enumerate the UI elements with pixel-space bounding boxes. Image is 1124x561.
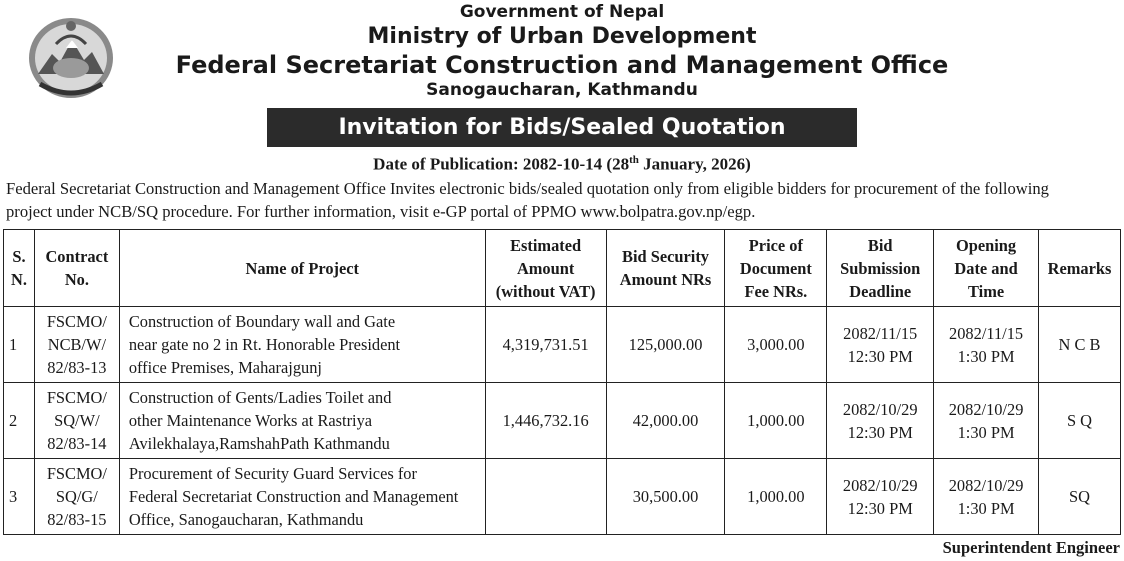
cell-sn: 1: [4, 307, 35, 383]
header-text: Estimated: [510, 235, 582, 255]
cell-text: FSCMO/: [46, 464, 107, 483]
col-header-security: [606, 230, 725, 307]
cell-text: 2082/11/15: [843, 323, 918, 343]
cell-contract: [34, 383, 119, 459]
header-text: Name of Project: [245, 258, 359, 278]
cell-remarks: N C B: [1039, 307, 1121, 383]
header-text: No.: [64, 270, 89, 289]
cell-sn: 2: [4, 383, 35, 459]
header-text: (without VAT): [495, 281, 596, 301]
header-text: S.: [12, 247, 26, 266]
cell-text: 2082/10/29: [842, 399, 918, 419]
publication-date-suffix: January, 2026): [638, 154, 751, 174]
table-header-row: [4, 230, 1121, 307]
cell-text: near gate no 2 in Rt. Honorable President: [128, 335, 401, 354]
cell-text: 1:30 PM: [957, 498, 1015, 518]
table-row: [4, 307, 1121, 383]
cell-text: Construction of Gents/Ladies Toilet and: [128, 388, 392, 407]
intro-line: project under NCB/SQ procedure. For further information, visit e-GP portal of PPMO www.bolpatra.gov.np/egp.: [6, 202, 756, 221]
cell-text: Construction of Boundary wall and Gate: [128, 312, 396, 331]
cell-text: SQ/W/: [54, 411, 100, 430]
cell-contract: [34, 459, 119, 535]
header-text: Contract: [45, 247, 109, 266]
cell-project: [119, 459, 485, 535]
cell-text: Office, Sanogaucharan, Kathmandu: [128, 510, 364, 529]
cell-text: Federal Secretariat Construction and Management: [128, 487, 459, 506]
col-header-sn: [4, 230, 35, 307]
cell-project: [119, 307, 485, 383]
cell-text: 12:30 PM: [847, 498, 913, 518]
cell-deadline: [827, 307, 934, 383]
cell-text: Avilekhalaya,RamshahPath Kathmandu: [128, 434, 390, 453]
cell-text: 2082/10/29: [842, 475, 918, 495]
cell-remarks: SQ: [1039, 459, 1121, 535]
cell-deadline: [827, 459, 934, 535]
col-header-opening: [934, 230, 1039, 307]
header-text: Document: [739, 258, 812, 278]
header-address: Sanogaucharan, Kathmandu: [426, 80, 698, 100]
cell-text: 82/83-15: [47, 510, 107, 529]
cell-fee: 3,000.00: [725, 307, 827, 383]
cell-text: 12:30 PM: [847, 422, 913, 442]
intro-line: Federal Secretariat Construction and Management Office Invites electronic bids/sealed quotation only from eligible bidders for procurement of the following: [6, 179, 1049, 198]
cell-text: other Maintenance Works at Rastriya: [128, 411, 373, 430]
cell-opening: [934, 459, 1039, 535]
header-text: Amount: [516, 258, 575, 278]
cell-text: NCB/W/: [47, 335, 107, 354]
cell-text: 2082/10/29: [948, 475, 1024, 495]
cell-estimated: 4,319,731.51: [485, 307, 606, 383]
bids-table: [3, 229, 1121, 535]
header-text: Bid Security: [622, 247, 709, 266]
cell-estimated: 1,446,732.16: [485, 383, 606, 459]
intro-paragraph: [6, 177, 1122, 223]
cell-text: 2082/10/29: [948, 399, 1024, 419]
cell-text: 12:30 PM: [847, 346, 913, 366]
cell-remarks: S Q: [1039, 383, 1121, 459]
cell-text: SQ/G/: [55, 487, 98, 506]
table-row: [4, 383, 1121, 459]
cell-text: FSCMO/: [46, 312, 107, 331]
cell-text: 82/83-14: [47, 434, 107, 453]
header-text: Remarks: [1047, 258, 1112, 278]
cell-text: 1:30 PM: [957, 346, 1015, 366]
cell-opening: [934, 383, 1039, 459]
header-office: Federal Secretariat Construction and Management Office: [175, 51, 949, 79]
header-text: Amount NRs: [619, 270, 712, 289]
cell-text: 2082/11/15: [949, 323, 1024, 343]
publication-date: [0, 154, 1124, 175]
cell-text: office Premises, Maharajgunj: [128, 358, 322, 377]
col-header-project: [119, 230, 485, 307]
cell-text: Procurement of Security Guard Services for: [128, 464, 417, 483]
header-ministry: Ministry of Urban Development: [367, 24, 757, 49]
cell-project: [119, 383, 485, 459]
header-text: N.: [11, 270, 27, 289]
notice-title-banner: Invitation for Bids/Sealed Quotation: [267, 108, 857, 147]
cell-contract: [34, 307, 119, 383]
cell-text: 1:30 PM: [957, 422, 1015, 442]
cell-deadline: [827, 383, 934, 459]
header-text: Fee NRs.: [744, 281, 808, 301]
col-header-remarks: [1039, 230, 1121, 307]
signature-title: Superintendent Engineer: [942, 538, 1120, 557]
publication-date-prefix: Date of Publication: 2082-10-14 (28: [373, 154, 630, 174]
cell-fee: 1,000.00: [725, 459, 827, 535]
header-text: Price of: [748, 235, 803, 255]
cell-security: 125,000.00: [606, 307, 725, 383]
cell-security: 42,000.00: [606, 383, 725, 459]
table-row: [4, 459, 1121, 535]
cell-sn: 3: [4, 459, 35, 535]
header-text: Submission: [840, 258, 921, 278]
col-header-contract: [34, 230, 119, 307]
cell-estimated: [485, 459, 606, 535]
col-header-deadline: [827, 230, 934, 307]
col-header-fee: [725, 230, 827, 307]
header-text: Deadline: [849, 281, 912, 301]
cell-security: 30,500.00: [606, 459, 725, 535]
header-text: Date and: [954, 258, 1018, 278]
cell-opening: [934, 307, 1039, 383]
header-government: Government of Nepal: [459, 2, 665, 22]
header-text: Bid: [867, 235, 893, 255]
header-text: Opening: [956, 235, 1017, 255]
publication-date-sup: th: [629, 154, 639, 166]
cell-fee: 1,000.00: [725, 383, 827, 459]
cell-text: 82/83-13: [47, 358, 107, 377]
header-text: Time: [968, 281, 1005, 301]
col-header-estimated: [485, 230, 606, 307]
cell-text: FSCMO/: [46, 388, 107, 407]
